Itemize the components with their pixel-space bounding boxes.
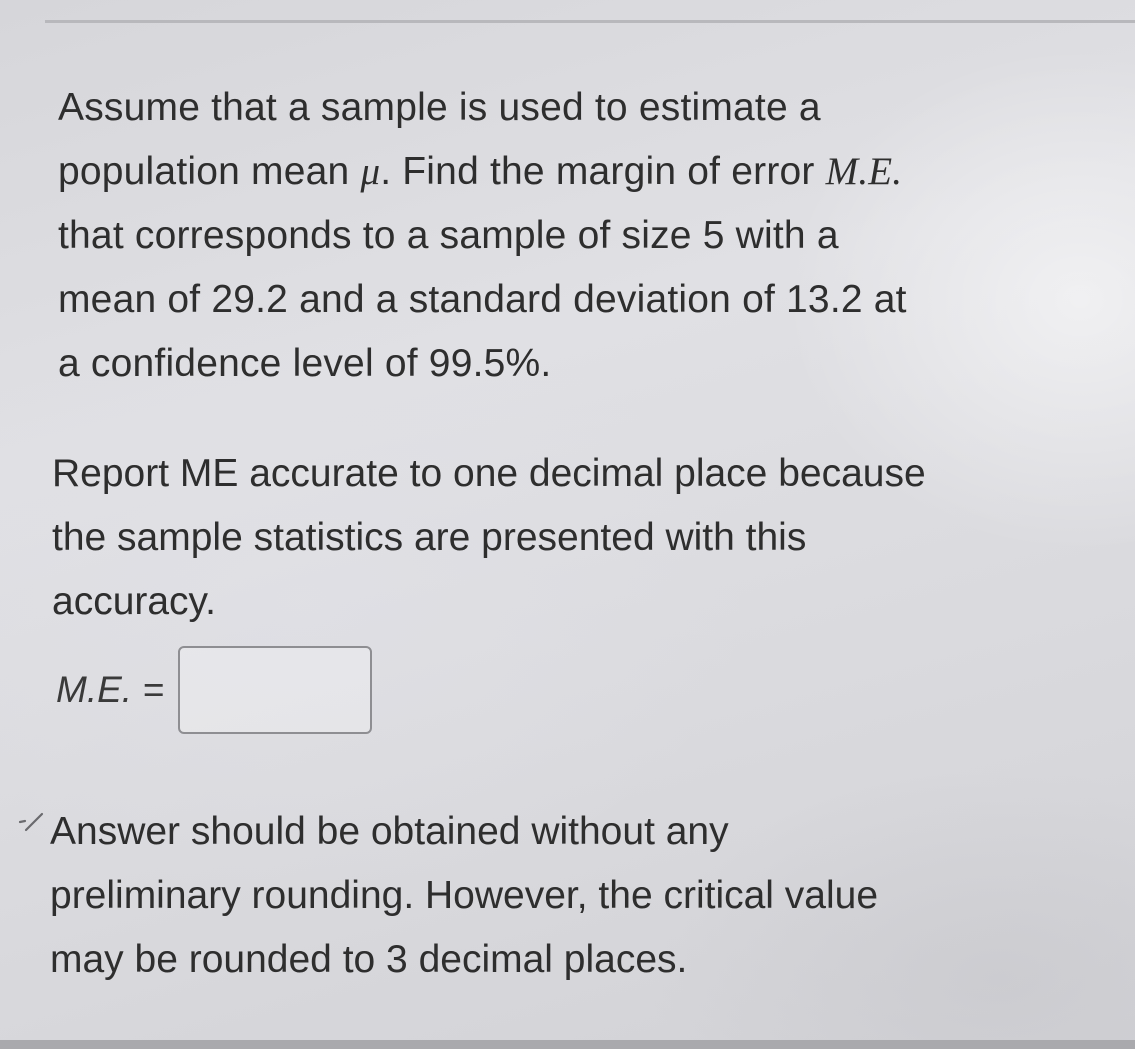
top-divider	[45, 20, 1135, 23]
note-line-1: Answer should be obtained without any	[50, 810, 729, 853]
answer-row	[56, 644, 372, 736]
mu-symbol: μ	[360, 150, 381, 193]
question-line-2	[58, 140, 1098, 204]
question-line-3: that corresponds to a sample of size 5 with a	[58, 214, 839, 257]
question-line-4: mean of 29.2 and a standard deviation of 13.2 at	[58, 278, 907, 321]
margin-of-error-input[interactable]	[178, 646, 372, 734]
question-line-2-rest: . Find the margin of error	[380, 150, 826, 193]
bottom-edge	[0, 1040, 1135, 1049]
instructions-line-2: the sample statistics are presented with this	[52, 516, 807, 559]
question-line-5: a confidence level of 99.5%.	[58, 342, 552, 385]
instructions-line-1: Report ME accurate to one decimal place because	[52, 452, 926, 495]
rounding-instructions	[52, 442, 1122, 634]
note-line-2: preliminary rounding. However, the critical value	[50, 874, 879, 917]
me-abbreviation: M.E.	[825, 150, 903, 193]
instructions-line-3: accuracy.	[52, 580, 216, 623]
question-line-1: Assume that a sample is used to estimate a	[58, 86, 821, 129]
check-icon	[18, 812, 44, 832]
question-text	[58, 76, 1098, 396]
note-line-3: may be rounded to 3 decimal places.	[50, 938, 688, 981]
question-line-2-start: population mean	[58, 150, 361, 193]
rounding-note	[50, 800, 1120, 992]
answer-label: M.E. =	[56, 669, 164, 710]
